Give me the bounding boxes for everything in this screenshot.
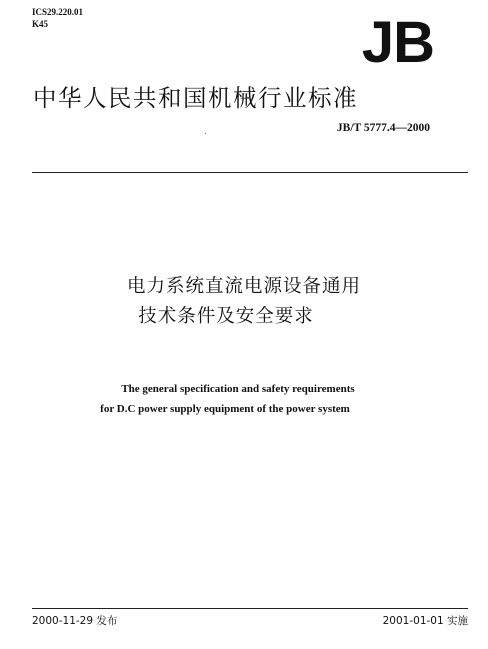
publish-label: 发布 <box>96 615 118 627</box>
english-title <box>0 379 488 419</box>
english-title-line1: The general specification and safety requirements <box>121 383 355 395</box>
implement-label: 实施 <box>447 615 468 627</box>
chinese-title-line2: 技术条件及安全要求 <box>138 306 314 327</box>
bottom-divider <box>32 608 468 609</box>
ics-code: ICS29.220.01 <box>32 7 84 17</box>
class-code: K45 <box>32 19 49 29</box>
chinese-title <box>0 272 488 332</box>
english-title-line2: for D.C power supply equipment of the power system <box>100 403 350 415</box>
standard-number: JB/T 5777.4—2000 <box>336 122 430 134</box>
organization-title: 中华人民共和国机械行业标准 <box>33 84 358 112</box>
jb-logo: JB <box>361 10 434 75</box>
publish-info <box>32 614 117 628</box>
implement-info <box>383 614 468 628</box>
classification-codes <box>32 6 83 30</box>
top-divider <box>32 172 468 173</box>
publish-date: 2000-11-29 <box>32 615 94 627</box>
scan-speck <box>205 133 206 134</box>
chinese-title-line1: 电力系统直流电源设备通用 <box>126 276 361 297</box>
implement-date: 2001-01-01 <box>382 615 444 627</box>
